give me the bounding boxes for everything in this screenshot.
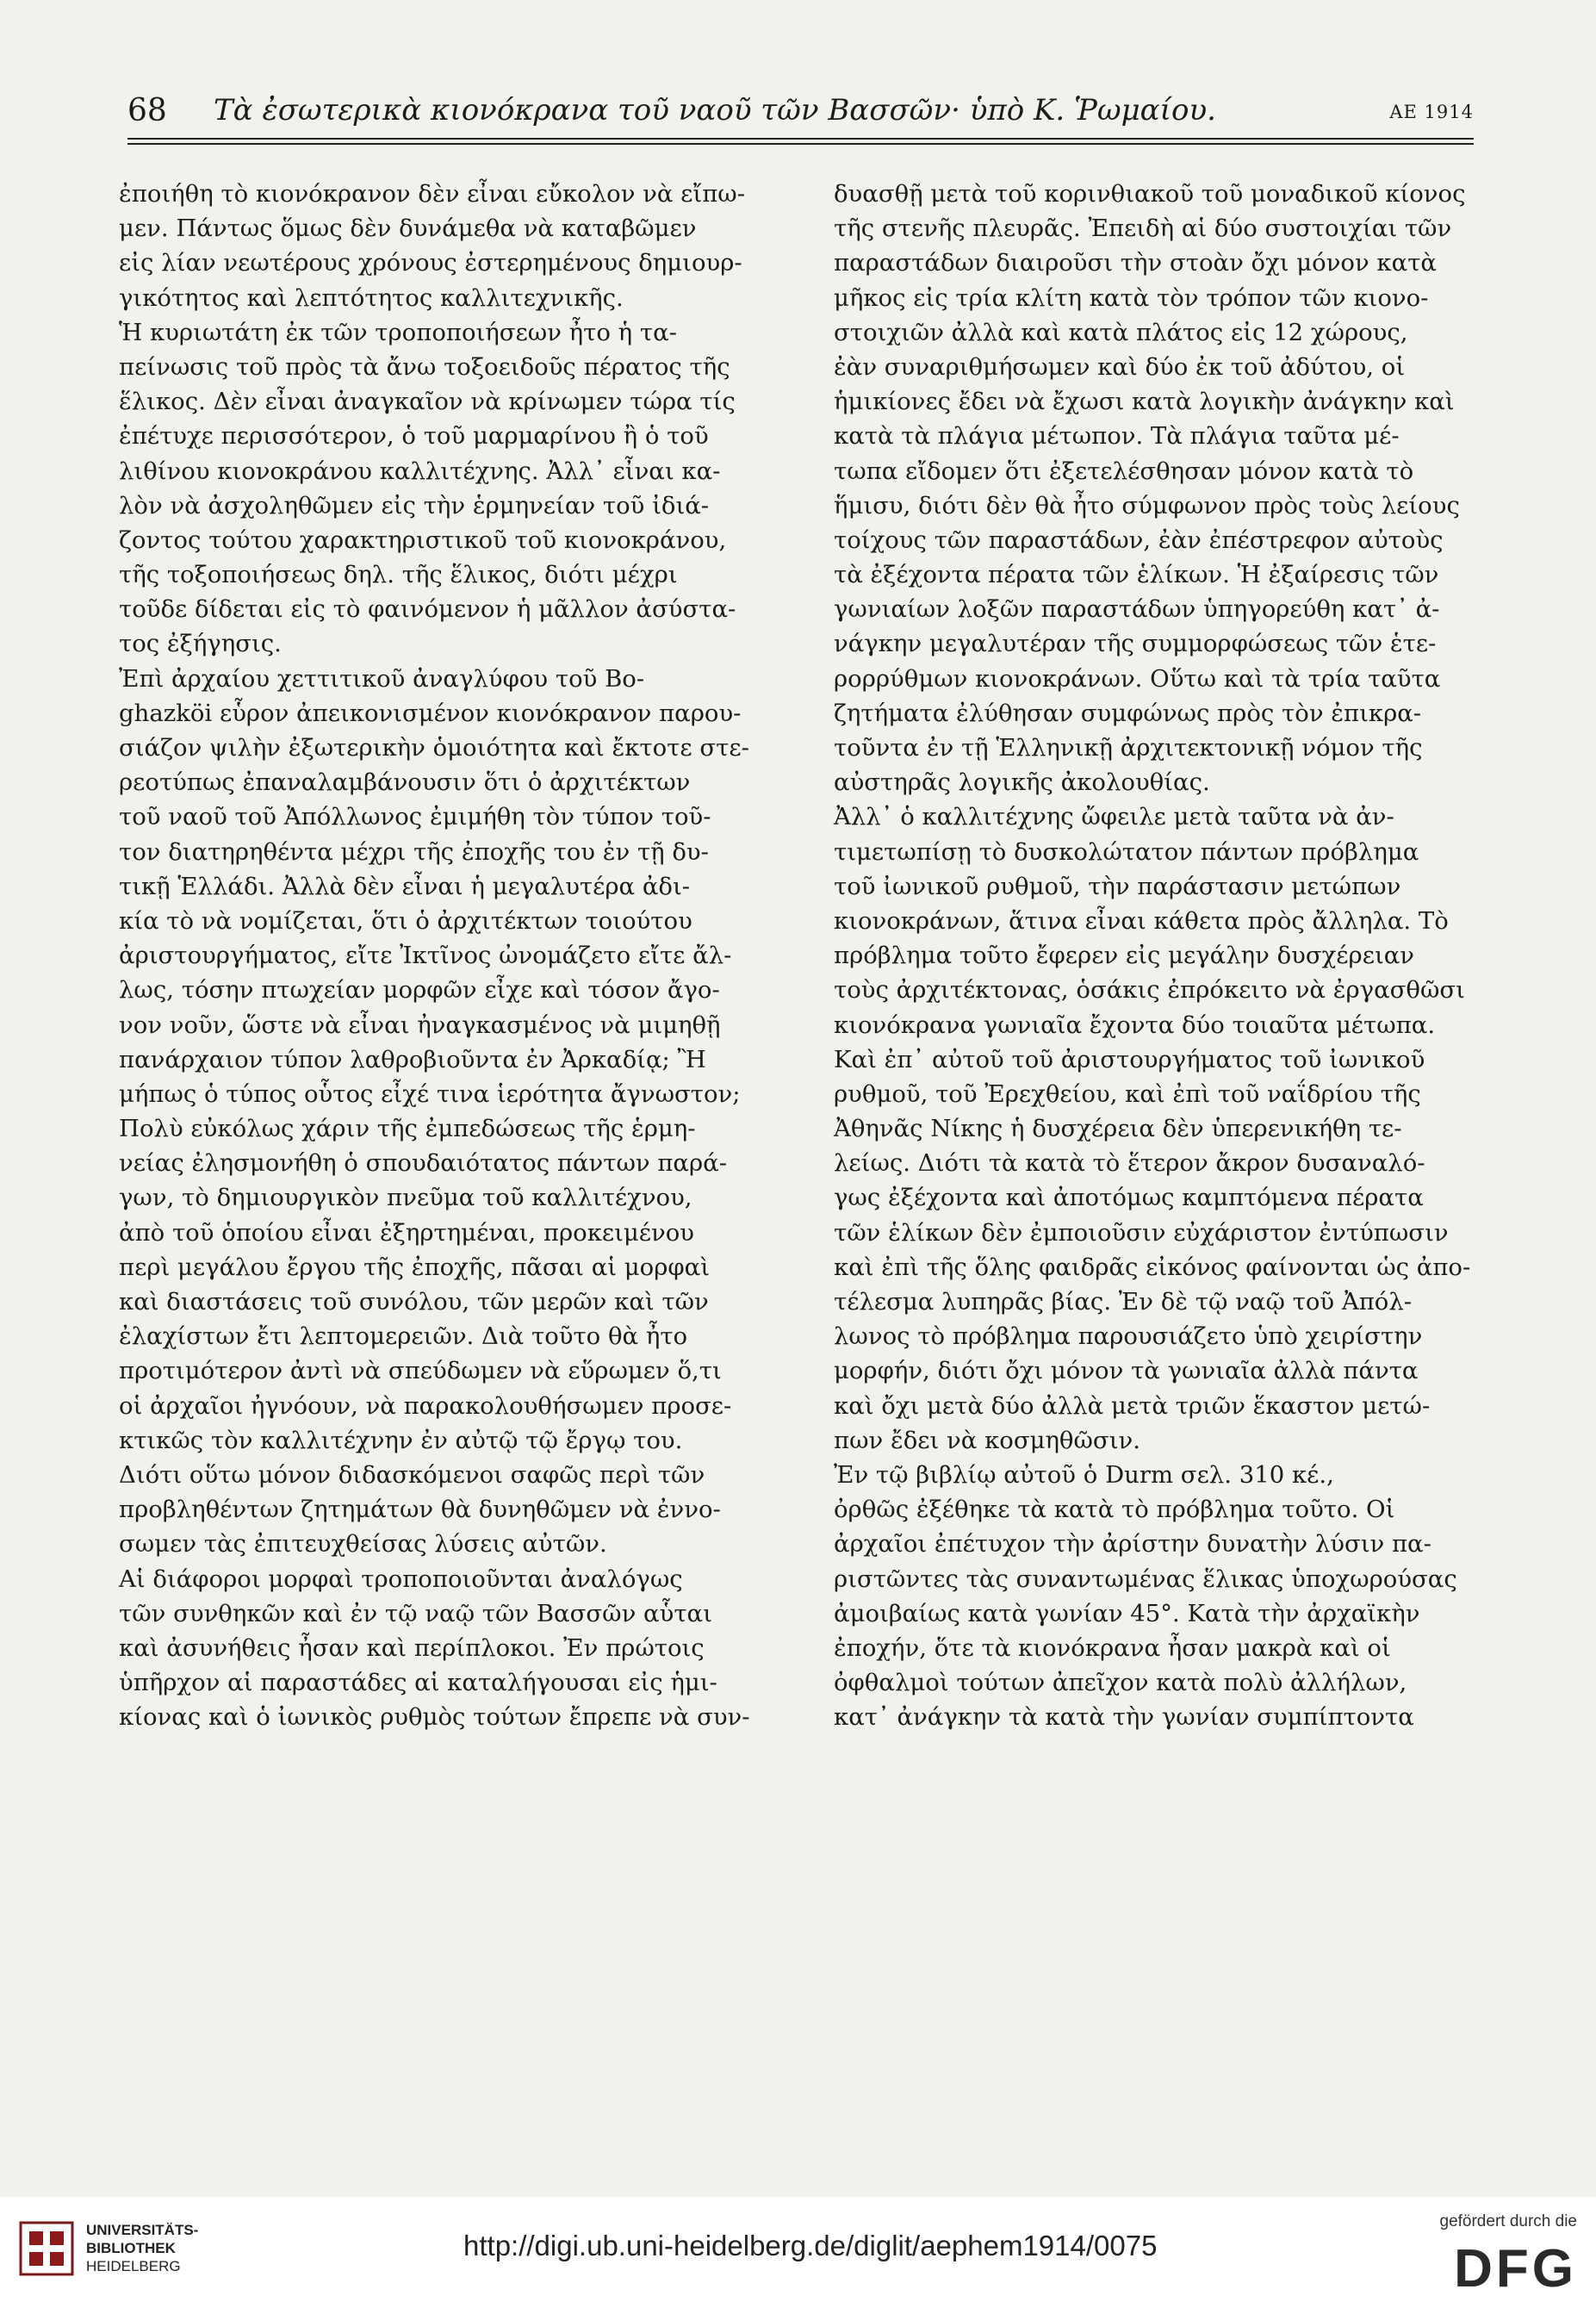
text-line: τῆς τοξοποιήσεως δηλ. τῆς ἕλικος, διότι μέχρι — [119, 561, 678, 589]
text-line: καὶ ἀσυνήθεις ἦσαν καὶ περίπλοκοι. Ἐν πρώτοις — [119, 1633, 705, 1662]
text-line: Διότι οὕτω μόνον διδασκόμενοι σαφῶς περὶ τῶν — [119, 1460, 705, 1489]
text-line: ρυθμοῦ, τοῦ Ἐρεχθείου, καὶ ἐπὶ τοῦ ναΐδρίου τῆς — [834, 1079, 1421, 1108]
text-line: κατὰ τὰ πλάγια μέτωπον. Τὰ πλάγια ταῦτα μέ- — [834, 422, 1400, 451]
text-line: γωνιαίων λοξῶν παραστάδων ὑπηγορεύθη κατ᾽ ἀ- — [834, 595, 1440, 624]
text-line: τοῦ ἰωνικοῦ ρυθμοῦ, τὴν παράστασιν μετώπων — [834, 872, 1401, 900]
text-line: ζοντος τούτου χαρακτηριστικοῦ τοῦ κιονοκράνου, — [119, 526, 727, 554]
text-line: καὶ ὄχι μετὰ δύο ἀλλὰ μετὰ τριῶν ἕκαστον μετώ- — [834, 1391, 1431, 1420]
text-line: ἐπέτυχε περισσότερον, ὁ τοῦ μαρμαρίνου ἢ ὁ τοῦ — [119, 422, 709, 451]
text-line: τὰ ἐξέχοντα πέρατα τῶν ἑλίκων. Ἡ ἐξαίρεσις τῶν — [834, 561, 1439, 589]
text-line: μῆκος εἰς τρία κλίτη κατὰ τὸν τρόπον τῶν κιονο- — [834, 283, 1429, 312]
text-line: γως ἐξέχοντα καὶ ἀποτόμως καμπτόμενα πέρατα — [834, 1184, 1424, 1212]
text-line: πανάρχαιον τύπον λαθροβιοῦντα ἐν Ἀρκαδίᾳ; Ἢ — [119, 1045, 706, 1073]
text-line: Ἀθηνᾶς Νίκης ἡ δυσχέρεια δὲν ὑπερενικήθη τε- — [834, 1115, 1402, 1143]
text-line: μήπως ὁ τύπος οὗτος εἶχέ τινα ἱερότητα ἄγνωστον; — [119, 1079, 741, 1108]
text-line: τον διατηρηθέντα μέχρι τῆς ἐποχῆς του ἐν τῇ δυ- — [119, 837, 709, 866]
library-name-line2: BIBLIOTHEK — [86, 2240, 176, 2256]
text-line: περὶ μεγάλου ἔργου τῆς ἐποχῆς, πᾶσαι αἱ μορφαὶ — [119, 1253, 711, 1281]
text-line: ζητήματα ἐλύθησαν συμφώνως πρὸς τὸν ἐπικρα- — [834, 699, 1422, 727]
running-header — [127, 93, 1474, 133]
text-line: τοὺς ἀρχιτέκτονας, ὁσάκις ἐπρόκειτο νὰ ἐργασθῶσι — [834, 976, 1465, 1005]
text-line: κιονόκρανα γωνιαῖα ἔχοντα δύο τοιαῦτα μέτωπα. — [834, 1011, 1436, 1039]
text-line: ὀφθαλμοὶ τούτων ἀπεῖχον κατὰ πολὺ ἀλλήλων, — [834, 1669, 1407, 1697]
text-line: ρεοτύπως ἐπαναλαμβάνουσιν ὅτι ὁ ἀρχιτέκτων — [119, 768, 691, 797]
text-line: παραστάδων διαιροῦσι τὴν στοὰν ὄχι μόνον κατὰ — [834, 249, 1437, 277]
text-line: ghazköi εὗρον ἀπεικονισμένον κιονόκρανον παρου- — [119, 699, 742, 727]
text-line: τοῦ ναοῦ τοῦ Ἀπόλλωνος ἐμιμήθη τὸν τύπον τοῦ- — [119, 803, 711, 831]
text-line: τῶν συνθηκῶν καὶ ἐν τῷ ναῷ τῶν Βασσῶν αὗται — [119, 1599, 712, 1627]
text-line: ἐποιήθη τὸ κιονόκρανον δὲν εἶναι εὔκολον νὰ εἴπω- — [119, 180, 746, 208]
text-line: λιθίνου κιονοκράνου καλλιτέχνης. Ἀλλ᾽ εἶναι κα- — [119, 457, 721, 485]
text-line: νείας ἐλησμονήθη ὁ σπουδαιότατος πάντων παρά- — [119, 1149, 728, 1178]
right-column — [834, 177, 1475, 1734]
text-line: κατ᾽ ἀνάγκην τὰ κατὰ τὴν γωνίαν συμπίπτοντα — [834, 1703, 1414, 1732]
digitization-footer — [0, 2197, 1596, 2308]
text-line: λωνος τὸ πρόβλημα παρουσιάζετο ὑπὸ χειρίστην — [834, 1322, 1423, 1351]
text-line: γων, τὸ δημιουργικὸν πνεῦμα τοῦ καλλιτέχνου, — [119, 1184, 692, 1212]
header-rule-top — [127, 138, 1474, 140]
text-line: ἀμοιβαίως κατὰ γωνίαν 45°. Κατὰ τὴν ἀρχαϊκὴν — [834, 1599, 1420, 1627]
library-name-line3: HEIDELBERG — [86, 2258, 181, 2274]
text-line: σιάζον ψιλὴν ἐξωτερικὴν ὁμοιότητα καὶ ἔκτοτε στε- — [119, 734, 749, 762]
text-line: τοίχους τῶν παραστάδων, ἐὰν ἐπέστρεφον αὐτοὺς — [834, 526, 1444, 554]
permalink-url[interactable]: http://digi.ub.uni-heidelberg.de/diglit/aephem1914/0075 — [463, 2230, 1158, 2261]
text-line: ἀρχαῖοι ἐπέτυχον τὴν ἀρίστην δυνατὴν λύσιν πα- — [834, 1530, 1431, 1558]
text-line: κτικῶς τὸν καλλιτέχνην ἐν αὐτῷ τῷ ἔργῳ του. — [119, 1426, 683, 1454]
text-line: εἰς λίαν νεωτέρους χρόνους ἐστερημένους δημιουρ- — [119, 249, 742, 277]
text-line: Ἐν τῷ βιβλίῳ αὐτοῦ ὁ Durm σελ. 310 κέ., — [834, 1460, 1334, 1489]
text-line: ἕλικος. Δὲν εἶναι ἀναγκαῖον νὰ κρίνωμεν τώρα τίς — [119, 388, 736, 416]
text-line: Ἡ κυριωτάτη ἐκ τῶν τροποποιήσεων ἦτο ἡ τα- — [119, 318, 677, 346]
library-name — [86, 2221, 198, 2275]
text-line: αὐστηρᾶς λογικῆς ἀκολουθίας. — [834, 768, 1210, 797]
page-number: 68 — [127, 93, 167, 128]
text-line: τοῦδε δίδεται εἰς τὸ φαινόμενον ἡ μᾶλλον ἀσύστα- — [119, 595, 736, 624]
text-line: κίονας καὶ ὁ ἰωνικὸς ρυθμὸς τούτων ἔπρεπε νὰ συν- — [119, 1703, 750, 1732]
text-line: ἐποχήν, ὅτε τὰ κιονόκρανα ἦσαν μακρὰ καὶ οἱ — [834, 1633, 1391, 1662]
text-line: γικότητος καὶ λεπτότητος καλλιτεχνικῆς. — [119, 283, 624, 312]
text-line: ὑπῆρχον αἱ παραστάδες αἱ καταλήγουσαι εἰς ἡμι- — [119, 1669, 717, 1697]
text-line: τικῇ Ἑλλάδι. Ἀλλὰ δὲν εἶναι ἡ μεγαλυτέρα ἀδι- — [119, 872, 691, 900]
text-line: Αἱ διάφοροι μορφαὶ τροποποιοῦνται ἀναλόγως — [119, 1565, 683, 1593]
text-line: νάγκην μεγαλυτέραν τῆς συμμορφώσεως τῶν ἑτε- — [834, 630, 1437, 658]
dfg-logo: DFG — [1454, 2239, 1577, 2299]
text-line: ἥμισυ, διότι δὲν θὰ ἦτο σύμφωνον πρὸς τοὺς λείους — [834, 491, 1460, 519]
header-rule-bottom — [127, 143, 1474, 145]
funded-by-label: gefördert durch die — [1439, 2212, 1577, 2230]
text-line: πρόβλημα τοῦτο ἔφερεν εἰς μεγάλην δυσχέρειαν — [834, 942, 1415, 970]
text-line: στοιχιῶν ἀλλὰ καὶ κατὰ πλάτος εἰς 12 χώρους, — [834, 318, 1408, 346]
text-line: ἀριστουργήματος, εἴτε Ἰκτῖνος ὠνομάζετο εἴτε ἄλ- — [119, 942, 732, 970]
text-line: τῆς στενῆς πλευρᾶς. Ἐπειδὴ αἱ δύο συστοιχίαι τῶν — [834, 215, 1452, 243]
text-line: πείνωσις τοῦ πρὸς τὰ ἄνω τοξοειδοῦς πέρατος τῆς — [119, 352, 730, 381]
text-line: Πολὺ εὐκόλως χάριν τῆς ἐμπεδώσεως τῆς ἑρμη- — [119, 1115, 696, 1143]
text-line: ριστῶντες τὰς συναντωμένας ἕλικας ὑποχωρούσας — [834, 1565, 1457, 1593]
running-title: Τὰ ἐσωτερικὰ κιονόκρανα τοῦ ναοῦ τῶν Βασσῶν· ὑπὸ Κ. Ῥωμαίου. — [214, 93, 1216, 128]
text-line: κιονοκράνων, ἅτινα εἶναι κάθετα πρὸς ἄλληλα. Τὸ — [834, 906, 1449, 935]
text-line: λως, τόσην πτωχείαν μορφῶν εἶχε καὶ τόσον ἄγο- — [119, 976, 720, 1005]
text-line: δυασθῇ μετὰ τοῦ κορινθιακοῦ τοῦ μοναδικοῦ κίονος — [834, 180, 1466, 208]
text-line: Ἐπὶ ἀρχαίου χεττιτικοῦ ἀναγλύφου τοῦ Bo- — [119, 664, 645, 693]
text-line: σωμεν τὰς ἐπιτευχθείσας λύσεις αὐτῶν. — [119, 1530, 607, 1558]
text-line: μορφήν, διότι ὄχι μόνον τὰ γωνιαῖα ἀλλὰ πάντα — [834, 1357, 1419, 1385]
text-line: τος ἐξήγησις. — [119, 630, 282, 658]
text-line: καὶ διαστάσεις τοῦ συνόλου, τῶν μερῶν καὶ τῶν — [119, 1288, 709, 1316]
text-line: προβληθέντων ζητημάτων θὰ δυνηθῶμεν νὰ ἐννο- — [119, 1496, 721, 1524]
text-line: τοῦντα ἐν τῇ Ἑλληνικῇ ἀρχιτεκτονικῇ νόμον τῆς — [834, 734, 1423, 762]
text-line: κία τὸ νὰ νομίζεται, ὅτι ὁ ἀρχιτέκτων τοιούτου — [119, 906, 692, 935]
text-line: νον νοῦν, ὥστε νὰ εἶναι ἠναγκασμένος νὰ μιμηθῇ — [119, 1011, 721, 1039]
text-line: τῶν ἑλίκων δὲν ἐμποιοῦσιν εὐχάριστον ἐντύπωσιν — [834, 1218, 1449, 1247]
text-line: τωπα εἴδομεν ὅτι ἐξετελέσθησαν μόνον κατὰ τὸ — [834, 457, 1414, 485]
text-line: προτιμότερον ἀντὶ νὰ σπεύδωμεν νὰ εὕρωμεν ὅ,τι — [119, 1357, 722, 1385]
left-column — [119, 177, 782, 1734]
text-line: ὀρθῶς ἐξέθηκε τὰ κατὰ τὸ πρόβλημα τοῦτο. Οἱ — [834, 1496, 1395, 1524]
text-line: καὶ ἐπὶ τῆς ὅλης φαιδρᾶς εἰκόνος φαίνονται ὡς ἀπο- — [834, 1253, 1471, 1281]
text-line: ἀπὸ τοῦ ὁποίου εἶναι ἐξηρτημέναι, προκειμένου — [119, 1218, 695, 1247]
journal-tag: ΑΕ 1914 — [1389, 102, 1474, 122]
text-line: μεν. Πάντως ὅμως δὲν δυνάμεθα νὰ καταβῶμεν — [119, 215, 697, 243]
library-name-line1: UNIVERSITÄTS- — [86, 2222, 199, 2238]
text-line: Καὶ ἐπ᾽ αὐτοῦ τοῦ ἀριστουργήματος τοῦ ἰωνικοῦ — [834, 1045, 1425, 1073]
text-line: λὸν νὰ ἀσχοληθῶμεν εἰς τὴν ἑρμηνείαν τοῦ ἰδιά- — [119, 491, 710, 519]
text-line: ἐλαχίστων ἔτι λεπτομερειῶν. Διὰ τοῦτο θὰ ἦτο — [119, 1322, 688, 1351]
text-line: Ἀλλ᾽ ὁ καλλιτέχνης ὤφειλε μετὰ ταῦτα νὰ ἀν- — [834, 803, 1394, 831]
text-line: τέλεσμα λυπηρᾶς βίας. Ἐν δὲ τῷ ναῷ τοῦ Ἀπόλ- — [834, 1288, 1413, 1316]
university-library-logo-icon — [19, 2221, 74, 2276]
text-line: λείως. Διότι τὰ κατὰ τὸ ἕτερον ἄκρον δυσαναλό- — [834, 1149, 1425, 1178]
text-line: τιμετωπίσῃ τὸ δυσκολώτατον πάντων πρόβλημα — [834, 837, 1419, 866]
text-line: ἡμικίονες ἔδει νὰ ἔχωσι κατὰ λογικὴν ἀνάγκην καὶ — [834, 388, 1455, 416]
text-line: ἐὰν συναριθμήσωμεν καὶ δύο ἐκ τοῦ ἀδύτου, οἱ — [834, 352, 1406, 381]
text-line: πων ἔδει νὰ κοσμηθῶσιν. — [834, 1426, 1140, 1454]
text-line: ρορρύθμων κιονοκράνων. Οὕτω καὶ τὰ τρία ταῦτα — [834, 664, 1441, 693]
text-line: οἱ ἀρχαῖοι ἠγνόουν, νὰ παρακολουθήσωμεν προσε- — [119, 1391, 732, 1420]
